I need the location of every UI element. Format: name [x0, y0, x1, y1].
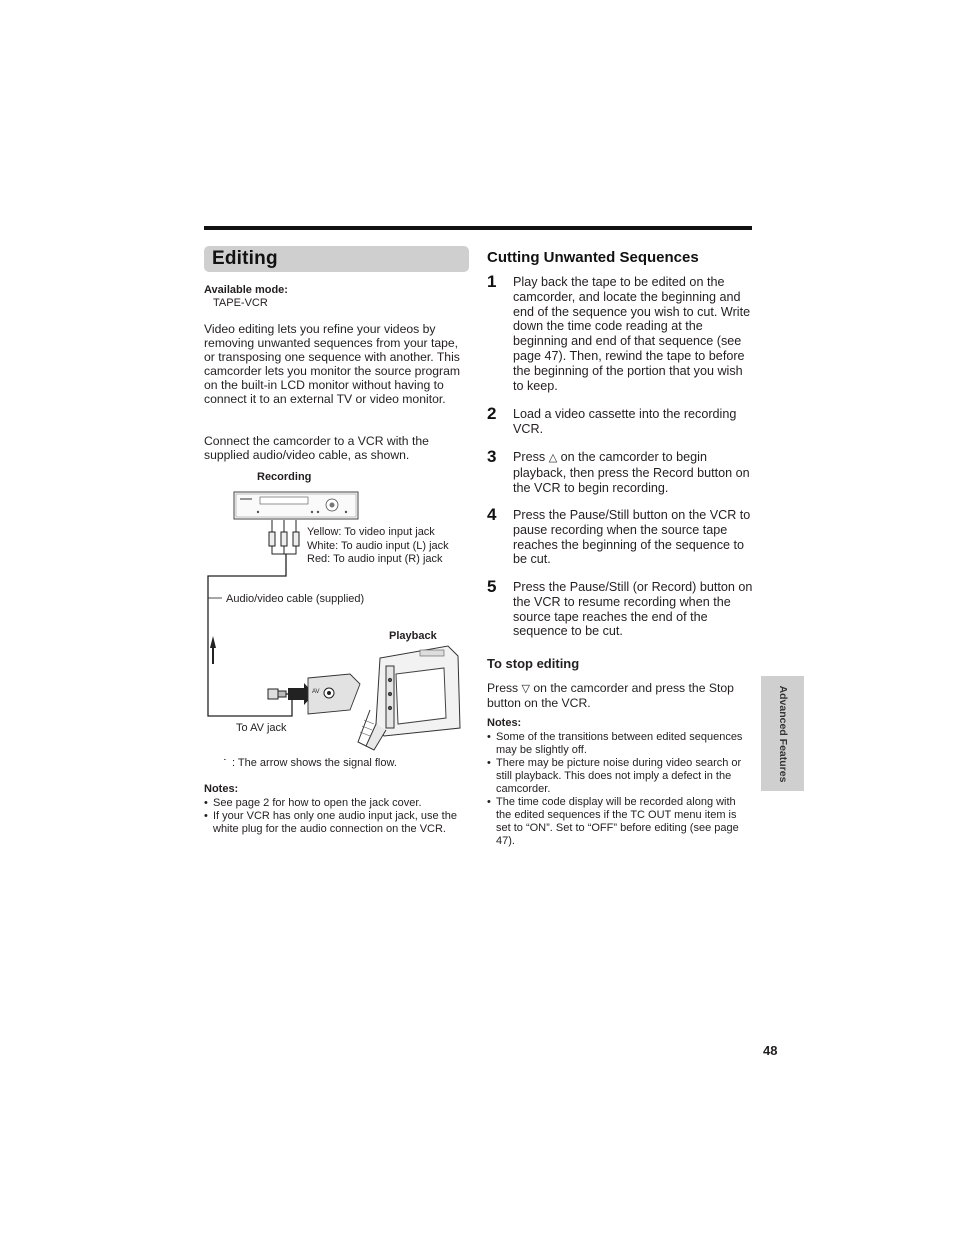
av-jack-text: AV — [312, 689, 320, 695]
list-item: • The time code display will be recorded along with the edited sequences if the TC OUT menu item is set to “ON”. Set to “OFF” before editing (see page 47). — [487, 796, 749, 848]
arrow-caption: : The arrow shows the signal flow. — [232, 757, 397, 769]
stop-editing-text — [487, 681, 749, 710]
jack-white-label: White: To audio input (L) jack — [307, 540, 449, 552]
stop-icon: ▽ — [521, 683, 531, 695]
available-mode-value: TAPE-VCR — [213, 297, 268, 309]
playback-label: Playback — [389, 630, 437, 642]
diagram-svg — [200, 470, 470, 760]
cable-label: Audio/video cable (supplied) — [226, 593, 365, 605]
top-rule — [204, 226, 752, 230]
signal-arrow-icon — [210, 636, 216, 664]
cutting-title: Cutting Unwanted Sequences — [487, 249, 699, 266]
list-item: • If your VCR has only one audio input jack, use the white plug for the audio connection on the VCR. — [204, 810, 462, 836]
right-notes-list — [487, 731, 749, 848]
rca-plugs-icon — [269, 520, 299, 554]
jack-red-label: Red: To audio input (R) jack — [307, 553, 443, 565]
step-number: 4 — [487, 505, 497, 524]
step-text: Press the Pause/Still button on the VCR to pause recording when the source tape reaches the beginning of the sequence to be cut. — [513, 508, 751, 567]
side-tab-label: Advanced Features — [776, 685, 789, 782]
step-text-after: on the camcorder to begin playback, then press the Record button on the VCR to begin recording. — [513, 450, 750, 495]
play-icon: △ — [548, 452, 558, 464]
step-text: Play back the tape to be edited on the camcorder, and locate the beginning and end of the sequence you wish to cut. Write down the time code reading at the beginning and end of that sequence (see page 47). Then, rewind the tape to before the beginning of the portion that you wish to keep. — [513, 275, 751, 393]
connect-paragraph: Connect the camcorder to a VCR with the supplied audio/video cable, as shown. — [204, 434, 429, 462]
connection-diagram — [200, 470, 470, 760]
step-number: 5 — [487, 577, 497, 596]
step-text — [513, 450, 753, 495]
page-number: 48 — [763, 1043, 778, 1058]
av-plug-icon — [268, 689, 286, 699]
section-title: Editing — [212, 248, 278, 269]
intro-paragraph: Video editing lets you refine your videos by removing unwanted sequences from your tape, or transposing one sequence with another. This camcorder lets you monitor the source program on the built-in LCD monitor without having to connect it to an external TV or video monitor. — [204, 322, 461, 406]
left-notes-heading: Notes: — [204, 783, 239, 795]
side-tab — [761, 676, 804, 791]
camcorder-icon — [358, 646, 460, 750]
left-notes-list — [204, 797, 462, 836]
vcr-icon — [234, 492, 358, 519]
jack-yellow-label: Yellow: To video input jack — [307, 526, 435, 538]
step-number: 3 — [487, 447, 497, 466]
legend-arrow-icon — [208, 759, 232, 760]
list-item: • Some of the transitions between edited sequences may be slightly off. — [487, 731, 749, 757]
recording-label: Recording — [257, 471, 312, 483]
step-text-before: Press — [513, 450, 546, 464]
step-text: Load a video cassette into the recording VCR. — [513, 407, 737, 436]
stop-editing-title: To stop editing — [487, 656, 580, 671]
step-number: 1 — [487, 272, 497, 291]
available-mode-label: Available mode: — [204, 284, 288, 296]
av-jack-label: To AV jack — [236, 722, 287, 734]
step-number: 2 — [487, 404, 497, 423]
stop-text-before: Press — [487, 681, 519, 695]
right-notes-heading: Notes: — [487, 717, 522, 729]
list-item: • See page 2 for how to open the jack cover. — [204, 797, 462, 810]
stop-text-after: on the camcorder and press the Stop button on the VCR. — [487, 681, 734, 710]
list-item: • There may be picture noise during video search or still playback. This does not imply a defect in the camcorder. — [487, 757, 749, 796]
step-text: Press the Pause/Still (or Record) button on the VCR to resume recording when the source tape reaches the end of the sequence to be cut. — [513, 580, 753, 639]
